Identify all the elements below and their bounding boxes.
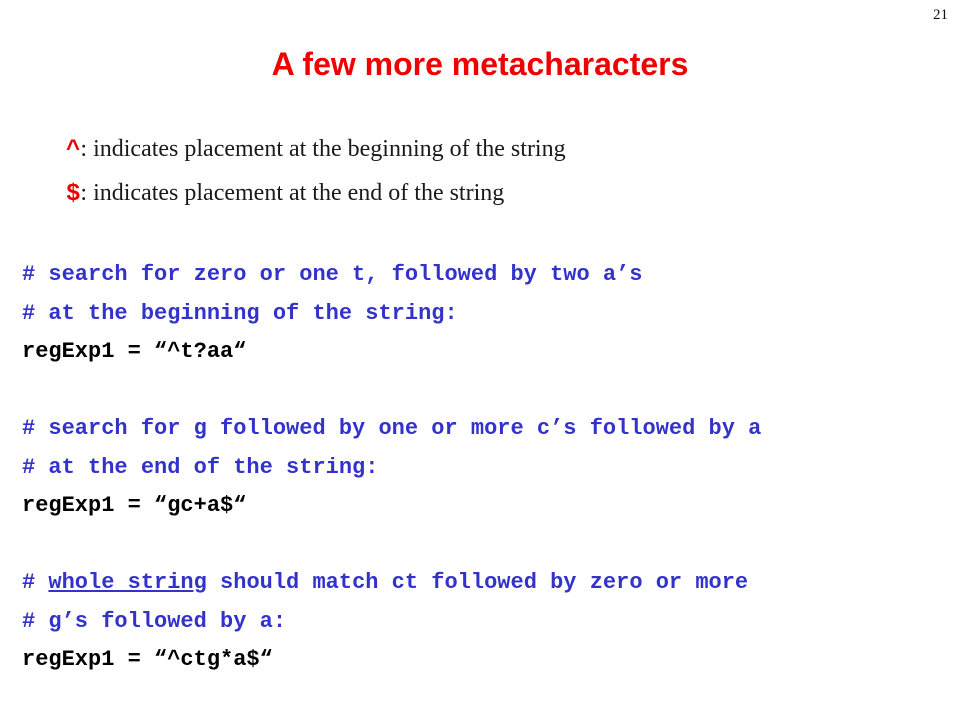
dollar-symbol: $: [66, 181, 81, 208]
bullet-caret-text: : indicates placement at the beginning of the string: [80, 136, 566, 162]
slide-number: 21: [933, 7, 948, 23]
code-comment-line: # g’s followed by a:: [22, 608, 287, 634]
code-comment-line: # at the beginning of the string:: [22, 300, 458, 326]
code-statement-line: regExp1 = “gc+a$“: [22, 493, 247, 518]
comment-remainder: should match ct followed by zero or more: [206, 570, 749, 595]
code-comment-line: # at the end of the string:: [22, 454, 379, 480]
caret-symbol: ^: [66, 137, 81, 164]
code-block: [22, 256, 761, 680]
code-comment-line: [22, 564, 761, 603]
underlined-phrase: whole string: [48, 570, 207, 595]
bullet-dollar: [66, 180, 504, 208]
comment-prefix: #: [22, 570, 49, 595]
code-blank-line: [22, 372, 761, 411]
code-statement-line: regExp1 = “^t?aa“: [22, 339, 247, 364]
code-comment-line: # search for zero or one t, followed by two a’s: [22, 262, 643, 287]
bullet-caret: [66, 136, 566, 164]
code-comment-line: # search for g followed by one or more c’s followed by a: [22, 416, 762, 441]
code-blank-line: [22, 526, 761, 565]
code-statement-line: regExp1 = “^ctg*a$“: [22, 647, 273, 672]
bullet-dollar-text: : indicates placement at the end of the string: [80, 180, 505, 206]
slide-title: A few more metacharacters: [271, 46, 689, 82]
